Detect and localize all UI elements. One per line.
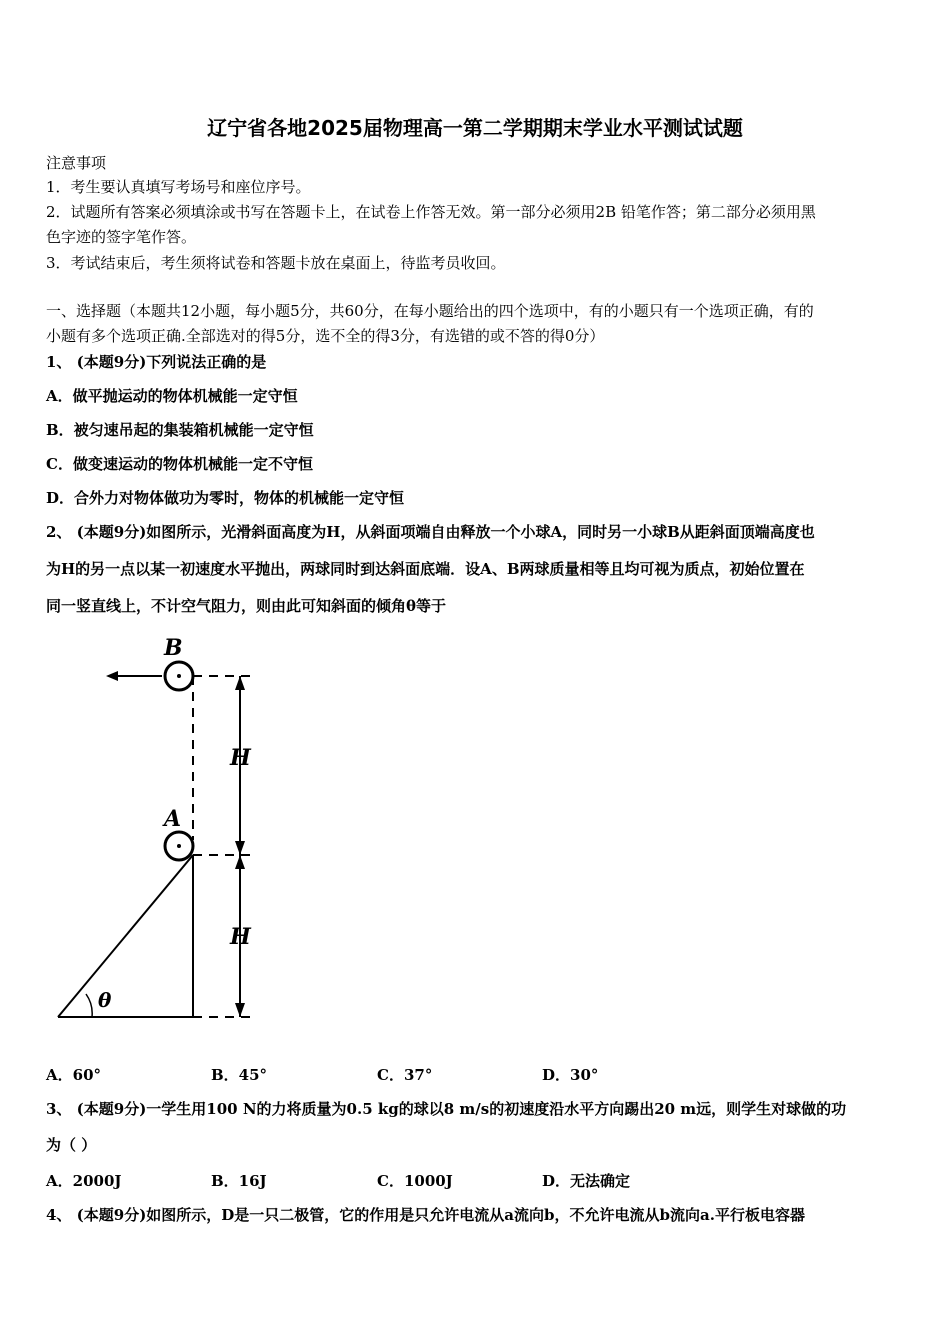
notice-item-3: 3．考试结束后，考生须将试卷和答题卡放在桌面上，待监考员收回。 bbox=[46, 254, 506, 272]
question-1-option-d: D．合外力对物体做功为零时，物体的机械能一定守恒 bbox=[46, 489, 405, 507]
question-4-stem: 4、 (本题9分)如图所示，D是一只二极管，它的作用是只允许电流从a流向b，不允许电流从b流向a.平行板电容器 bbox=[46, 1206, 805, 1224]
question-3-stem-line1: 3、 (本题9分)一学生用100 N的力将质量为0.5 kg的球以8 m/s的初速度沿水平方向踢出20 m远，则学生对球做的功 bbox=[46, 1100, 847, 1118]
question-2-option-d: D．30° bbox=[542, 1066, 599, 1084]
question-2-option-b: B．45° bbox=[211, 1066, 268, 1084]
page-title: 辽宁省各地2025届物理高一第二学期期末学业水平测试试题 bbox=[207, 116, 743, 140]
question-2-option-a: A．60° bbox=[46, 1066, 102, 1084]
label-angle: θ bbox=[98, 988, 112, 1012]
question-1-stem: 1、 (本题9分)下列说法正确的是 bbox=[46, 353, 267, 371]
question-1-option-a: A．做平抛运动的物体机械能一定守恒 bbox=[46, 387, 298, 405]
section-instructions-line1: 一、选择题（本题共12小题，每小题5分，共60分，在每小题给出的四个选项中，有的小题只有一个选项正确，有的 bbox=[46, 302, 814, 320]
question-2-stem-line3: 同一竖直线上，不计空气阻力，则由此可知斜面的倾角θ等于 bbox=[46, 597, 447, 615]
question-2-option-c: C．37° bbox=[377, 1066, 433, 1084]
question-3-stem-line2: 为（ ） bbox=[46, 1136, 97, 1154]
notice-item-2: 2．试题所有答案必须填涂或书写在答题卡上，在试卷上作答无效。第一部分必须用2B 铅笔作答；第二部分必须用黑 bbox=[46, 203, 816, 221]
question-2-stem-line2: 为H的另一点以某一初速度水平抛出，两球同时到达斜面底端．设A、B两球质量相等且均可视为质点，初始位置在 bbox=[46, 560, 805, 578]
label-ball-a: A bbox=[164, 806, 182, 832]
notice-heading: 注意事项 bbox=[46, 154, 107, 172]
notice-item-1: 1．考生要认真填写考场号和座位序号。 bbox=[46, 178, 311, 196]
question-3-option-b: B．16J bbox=[211, 1172, 267, 1190]
section-instructions-line2: 小题有多个选项正确.全部选对的得5分，选不全的得3分，有选错的或不答的得0分） bbox=[46, 327, 605, 345]
arrow-head-icon bbox=[106, 671, 118, 681]
question-2-stem-line1: 2、 (本题9分)如图所示，光滑斜面高度为H，从斜面项端自由释放一个小球A，同时另一小球B从距斜面顶端高度也 bbox=[46, 523, 815, 541]
angle-arc bbox=[86, 994, 92, 1017]
question-3-option-d: D．无法确定 bbox=[542, 1172, 631, 1190]
question-1-option-b: B．被匀速吊起的集装箱机械能一定守恒 bbox=[46, 421, 314, 439]
incline-figure bbox=[40, 628, 280, 1028]
label-height-upper: H bbox=[230, 745, 251, 771]
question-3-option-c: C．1000J bbox=[377, 1172, 453, 1190]
label-height-lower: H bbox=[230, 924, 251, 950]
question-3-option-a: A．2000J bbox=[46, 1172, 122, 1190]
notice-item-2-cont: 色字迹的签字笔作答。 bbox=[46, 228, 197, 246]
question-1-option-c: C．做变速运动的物体机械能一定不守恒 bbox=[46, 455, 313, 473]
incline-slope bbox=[58, 855, 193, 1017]
label-ball-b: B bbox=[164, 635, 183, 661]
